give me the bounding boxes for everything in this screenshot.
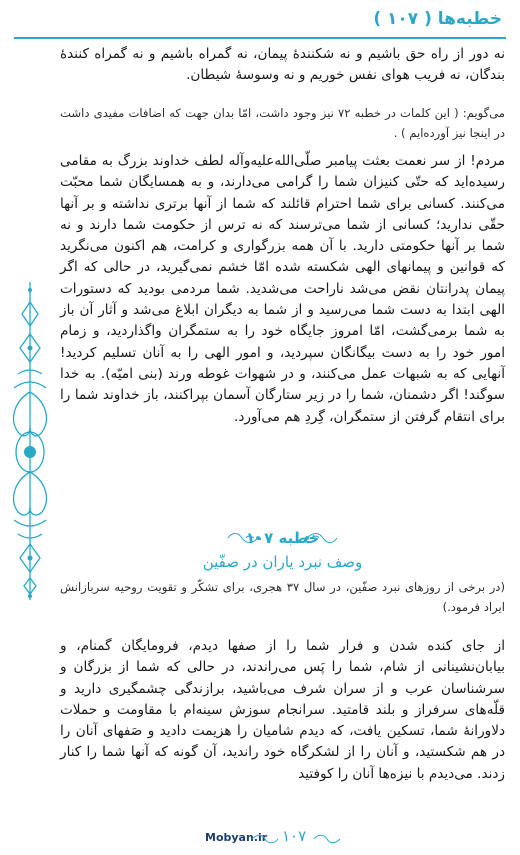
text-block-2 xyxy=(60,151,505,428)
sermon-subtitle: وصف نبرد یاران در صفّین xyxy=(202,553,363,571)
arabesque-ornament-icon xyxy=(4,282,56,600)
editor-note xyxy=(60,104,505,143)
page-header xyxy=(0,0,520,40)
paragraph: مردم! از سر نعمت بعثت پیامبر صلّی‌الله‌علیه‌وآله لطف خداوند بزرگ به مقامی رسیده‌اید که حتّی کنیزان شما را گرامی می‌دارند، و به همسایگان شما محبّت می‌کنند. کسانی برای شما احترام قائلند که شما از آنها برتری نداشته و بر آنها حقّی ندارید؛ کسانی از شما می‌ترسند که نه ترس از حکومت شما دارند و نه شما بر آنها حکومتی دارید. با آن همه بزرگواری و کرامت، هم اکنون می‌نگرید که قوانین و پیمانهای الهی شکسته شده امّا خشم نمی‌گیرید، در حالی که اگر پیمان پدرانتان نقض می‌شد ناراحت می‌شدید. شما مردمی بودید که دستورات الهی ابتدا به دست شما می‌رسید و از شما به دیگران ابلاغ می‌شد و آثار آن باز به شما برمی‌گشت، امّا امروز جایگاه خود را به ستمگران واگذاردید، و زمام امور خود را به دست بیگانگان سپردید، و امور الهی را به آنان تسلیم کردید! آنهایی که به شبهات عمل می‌کنند، و در شهوات غوطه ورند (بنی امیّه). به خدا سوگند! اگر دشمنان، شما را در زیر ستارگان آسمان بپراکنند، باز خداوند شما را برای انتقام گرفتن از ستمگران، گِردِ هم می‌آورد. xyxy=(60,153,505,425)
sermon-heading xyxy=(60,527,505,573)
page-number: ۱۰۷ xyxy=(282,827,307,845)
paragraph: از جای کنده شدن و فرار شما را از صفها دیدم، فرومایگان گمنام، و بیابان‌نشینانی از شام، شما را پَس می‌راندند، در حالی که شما از بزرگان و سرشناسان عرب و از سران شرف می‌باشید، برازندگی چشمگیری دارید و قلّه‌های سرفراز و بلند قامتید. سرانجام سوزش سینه‌ام با مقاومت و حملات دلاورانهٔ شما، تسکین یافت، که دیدم شامیان را هزیمت دادید و صَفهای آنان را در هم شکستید، و آنان را از لشکرگاه خود راندید، آن گونه که آنها شما را کنار زدند. می‌دیدم با نیزه‌ها آنان را کوفتید xyxy=(60,638,505,782)
page-title: خطبه‌ها ( ۱۰۷ ) xyxy=(373,9,502,29)
header-rule xyxy=(14,37,506,39)
note-text: می‌گویم: ( این کلمات در خطبه ۷۲ نیز وجود داشت، امّا بدان جهت که اضافات مفیدی داشت در اینجا نیز آورده‌ایم ) . xyxy=(60,106,505,140)
paragraph: نه دور از راه حق باشیم و نه شکنندهٔ پیمان، نه گمراه باشیم و نه گمراه کنندهٔ بندگان، نه فریب هوای نفس خوریم و نه وسوسهٔ شیطان. xyxy=(60,46,505,84)
text-block-3 xyxy=(60,636,505,785)
scroll-ornament-icon xyxy=(250,832,280,846)
site-watermark: Mobyan.ir xyxy=(205,831,268,844)
note-text: (در برخی از روزهای نبرد صفّین، در سال ۳۷ هجری، برای تشکّر و تقویت روحیه سربازانش ایراد فرمود.) xyxy=(60,580,505,614)
sermon-note xyxy=(60,578,505,617)
text-block-1 xyxy=(60,44,505,87)
scroll-ornament-icon xyxy=(312,832,342,846)
page-footer xyxy=(0,825,520,855)
sermon-number: خطبه ۱۰۷ xyxy=(245,529,320,547)
